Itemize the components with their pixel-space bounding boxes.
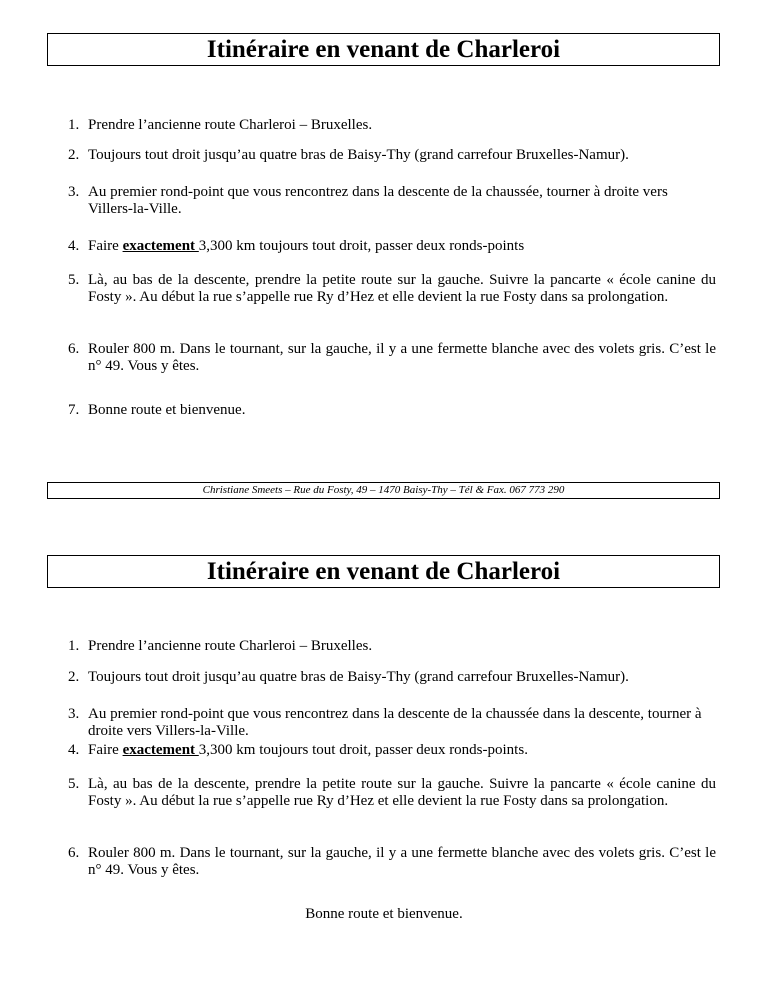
closing-message: Bonne route et bienvenue. <box>305 906 463 922</box>
step-text: Là, au bas de la descente, prendre la petite route sur la gauche. Suivre la pancarte « école canine du Fosty ». Au début la rue s’appelle rue Ry d’Hez et elle devient la rue Fosty dans sa prolongation. <box>88 776 716 809</box>
step-number: 6. <box>68 845 80 861</box>
section1-title: Itinéraire en venant de Charleroi <box>47 33 720 66</box>
step-text: Toujours tout droit jusqu’au quatre bras de Baisy-Thy (grand carrefour Bruxelles-Namur). <box>88 147 629 163</box>
step-text: Prendre l’ancienne route Charleroi – Bruxelles. <box>88 117 373 133</box>
section2-step-2 <box>68 669 716 686</box>
step-text-post: 3,300 km toujours tout droit, passer deux ronds-points. <box>198 742 528 758</box>
section2-step-6 <box>68 845 716 879</box>
step-number: 6. <box>68 341 80 357</box>
step-emphasis: exactement <box>122 238 199 254</box>
section1-step-2 <box>68 147 716 164</box>
step-text-pre: Faire <box>88 742 123 758</box>
step-text: Prendre l’ancienne route Charleroi – Bruxelles. <box>88 638 373 654</box>
step-number: 2. <box>68 669 80 685</box>
section1-step-4 <box>68 238 716 255</box>
section2-step-5 <box>68 776 716 810</box>
step-number: 5. <box>68 272 80 288</box>
step-text-post: 3,300 km toujours tout droit, passer deux ronds-points <box>198 238 525 254</box>
section2-step-1 <box>68 638 716 655</box>
step-text <box>88 238 716 255</box>
step-text: Au premier rond-point que vous rencontrez dans la descente de la chaussée dans la descente, tourner à droite vers Villers-la-Ville. <box>88 706 702 739</box>
step-text: Bonne route et bienvenue. <box>88 402 246 418</box>
step-number: 1. <box>68 117 80 133</box>
step-text: Là, au bas de la descente, prendre la petite route sur la gauche. Suivre la pancarte « école canine du Fosty ». Au début la rue s’appelle rue Ry d’Hez et elle devient la rue Fosty dans sa prolongation. <box>88 272 716 305</box>
step-text: Rouler 800 m. Dans le tournant, sur la gauche, il y a une fermette blanche avec des volets gris. C’est le n° 49. Vous y êtes. <box>88 845 716 878</box>
contact-footer: Christiane Smeets – Rue du Fosty, 49 – 1470 Baisy-Thy – Tél & Fax. 067 773 290 <box>47 482 720 499</box>
step-text-pre: Faire <box>88 238 123 254</box>
step-number: 3. <box>68 706 80 722</box>
section2-step-4 <box>68 742 716 759</box>
step-number: 4. <box>68 238 80 254</box>
section1-step-3 <box>68 184 716 218</box>
step-number: 4. <box>68 742 80 758</box>
section2-title: Itinéraire en venant de Charleroi <box>47 555 720 588</box>
step-text <box>88 742 716 759</box>
step-number: 3. <box>68 184 80 200</box>
step-number: 2. <box>68 147 80 163</box>
step-text: Toujours tout droit jusqu’au quatre bras de Baisy-Thy (grand carrefour Bruxelles-Namur). <box>88 669 629 685</box>
section1-step-6 <box>68 341 716 375</box>
step-number: 1. <box>68 638 80 654</box>
step-text: Rouler 800 m. Dans le tournant, sur la gauche, il y a une fermette blanche avec des volets gris. C’est le n° 49. Vous y êtes. <box>88 341 716 374</box>
section1-step-1 <box>68 117 716 134</box>
step-emphasis: exactement <box>122 742 199 758</box>
step-text: Au premier rond-point que vous rencontrez dans la descente de la chaussée, tourner à droite vers Villers-la-Ville. <box>88 184 668 217</box>
section1-step-7 <box>68 402 716 419</box>
section2-step-3 <box>68 706 716 740</box>
section1-step-5 <box>68 272 716 306</box>
step-number: 7. <box>68 402 80 418</box>
step-number: 5. <box>68 776 80 792</box>
